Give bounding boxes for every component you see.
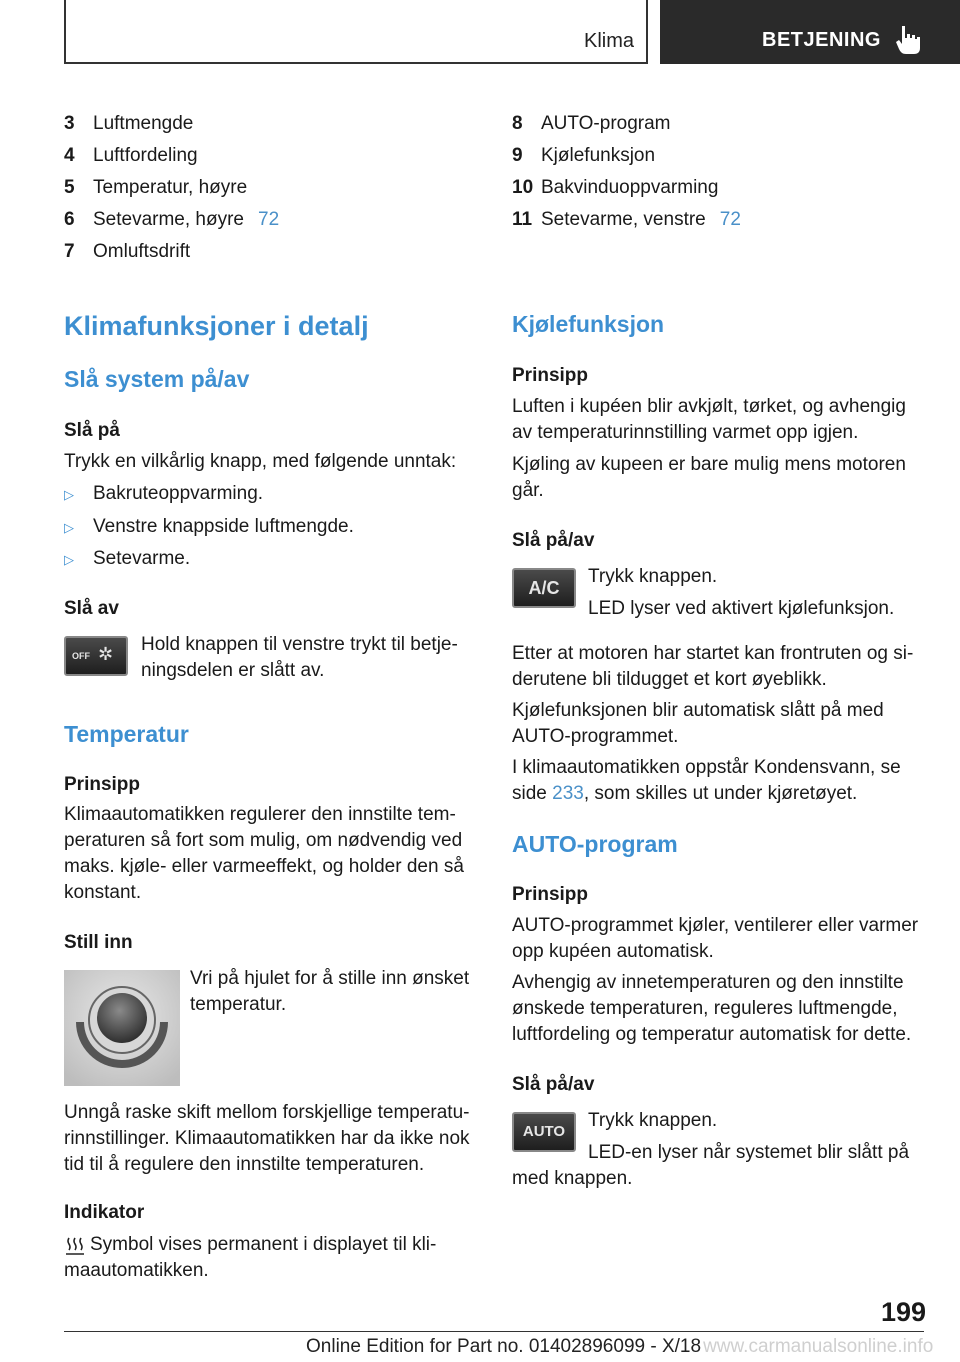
header-chapter-title: BETJENING (762, 29, 881, 51)
paragraph-line: tid til å regulere den innstilte temperaturen. (64, 1154, 425, 1175)
paragraph: Hold knappen til venstre trykt til betje- (141, 634, 458, 655)
page-ref-link[interactable]: 72 (258, 209, 280, 230)
paragraph-line: Etter at motoren har startet kan frontruten og si- (512, 643, 914, 664)
watermark: www.carmanualsonline.info (703, 1336, 934, 1357)
page-ref-link[interactable]: 233 (552, 783, 584, 804)
triangle-bullet-icon: ▷ (64, 520, 74, 535)
bullet-item: ▷ Venstre knappside luftmengde. (64, 514, 354, 541)
header-left-box (64, 0, 648, 64)
paragraph-line: peraturen så fort som mulig, om nødvendig ved (64, 830, 463, 851)
paragraph-line: maautomatikken. (64, 1260, 209, 1281)
paragraph-line: Trykk knappen. (588, 1110, 718, 1131)
heading-sla-pa-av: Slå på/av (512, 1074, 595, 1095)
list-item: 10 Bakvinduoppvarming (512, 177, 719, 198)
paragraph: Trykk en vilkårlig knapp, med følgende unntak: (64, 451, 457, 472)
temperature-wheel-image (64, 970, 180, 1086)
footer-edition: Online Edition for Part no. 01402896099 - X/18 www.carmanualsonline.info (306, 1336, 934, 1357)
paragraph-line: Avhengig av innetemperaturen og den innstilte (512, 972, 904, 993)
list-item: 3 Luftmengde (64, 113, 194, 134)
paragraph-line: AUTO-programmet. (512, 726, 679, 747)
list-item: 8 AUTO-program (512, 113, 671, 134)
paragraph-line: konstant. (64, 882, 142, 903)
page-ref-link[interactable]: 72 (719, 209, 741, 230)
list-item: 6 Setevarme, høyre 72 (64, 209, 280, 230)
header-chapter-tab (660, 0, 960, 64)
paragraph: ningsdelen er slått av. (141, 660, 325, 681)
paragraph-line: temperatur. (190, 994, 287, 1015)
pointing-hand-icon (894, 24, 924, 56)
heading-indikator: Indikator (64, 1202, 145, 1223)
heading-prinsipp: Prinsipp (512, 365, 589, 386)
paragraph-line: Klimaautomatikken regulerer den innstilte tem- (64, 804, 456, 825)
bullet-item: ▷ Bakruteoppvarming. (64, 481, 263, 508)
triangle-bullet-icon: ▷ (64, 552, 74, 567)
list-item: 11 Setevarme, venstre 72 (512, 209, 741, 230)
paragraph-line: Vri på hjulet for å stille inn ønsket (190, 968, 470, 989)
heading-sla-pa-av: Slå på/av (512, 530, 595, 551)
off-fan-button-image (64, 636, 128, 676)
paragraph-line: Symbol vises permanent i displayet til kli- (90, 1234, 437, 1255)
paragraph-line: maks. kjøle- eller varmeeffekt, og holder den så (64, 856, 464, 877)
list-item: 5 Temperatur, høyre (64, 177, 248, 198)
list-item: 9 Kjølefunksjon (512, 145, 656, 166)
numbered-list-left (64, 111, 464, 271)
heading-auto-program: AUTO-program (512, 831, 678, 857)
paragraph-line: Unngå raske skift mellom forskjellige temperatu- (64, 1102, 470, 1123)
heading-prinsipp: Prinsipp (64, 774, 141, 795)
paragraph-line: av temperaturinnstilling varmet opp igjen. (512, 422, 859, 443)
paragraph-line: ønskede temperaturen, reguleres luftmengde, (512, 998, 898, 1019)
heading-sla-pa: Slå på (64, 420, 120, 441)
heading-kjolefunksjon: Kjølefunksjon (512, 311, 665, 337)
bullet-item: ▷ Setevarme. (64, 546, 190, 573)
paragraph-line: AUTO-programmet kjøler, ventilerer eller varmer (512, 915, 919, 936)
auto-button-image: AUTO (512, 1112, 576, 1152)
paragraph-line: LED lyser ved aktivert kjølefunksjon. (588, 598, 895, 619)
heading-sla-system: Slå system på/av (64, 366, 250, 392)
paragraph-line: Kjøling av kupeen er bare mulig mens motoren (512, 454, 906, 475)
heading-sla-av: Slå av (64, 598, 119, 619)
paragraph-line: går. (512, 480, 544, 501)
heading-klimafunksjoner: Klimafunksjoner i detalj (64, 311, 369, 341)
paragraph-line: luftfordeling og temperatur automatisk for dette. (512, 1024, 912, 1045)
paragraph-line: Trykk knappen. (588, 566, 718, 587)
paragraph-line: opp kupéen automatisk. (512, 941, 714, 962)
paragraph-line: LED-en lyser når systemet blir slått på (588, 1142, 910, 1163)
paragraph-line: Luften i kupéen blir avkjølt, tørket, og avhengig (512, 396, 906, 417)
paragraph-line: med knappen. (512, 1168, 633, 1189)
ac-button-image: A/C (512, 568, 576, 608)
paragraph-line: Kjølefunksjonen blir automatisk slått på med (512, 700, 884, 721)
list-item: 4 Luftfordeling (64, 145, 198, 166)
climate-indicator-icon (65, 1236, 85, 1256)
page-number: 199 (880, 1297, 926, 1327)
header-section-title: Klima (583, 30, 634, 52)
footer-divider (64, 1331, 924, 1332)
paragraph-line: derutene bli tildugget et kort øyeblikk. (512, 669, 827, 690)
numbered-list-right (512, 111, 932, 239)
list-item: 7 Omluftsdrift (64, 241, 191, 262)
triangle-bullet-icon: ▷ (64, 487, 74, 502)
fan-icon: ✲ (98, 644, 114, 664)
paragraph-line: side 233, som skilles ut under kjøretøyet. (512, 783, 858, 804)
off-label: OFF (72, 651, 90, 661)
heading-prinsipp: Prinsipp (512, 884, 589, 905)
paragraph-line: rinnstillinger. Klimaautomatikken har da ikke nok (64, 1128, 470, 1149)
heading-still-inn: Still inn (64, 932, 133, 953)
paragraph-line: I klimaautomatikken oppstår Kondensvann, se (512, 757, 901, 778)
heading-temperatur: Temperatur (64, 721, 189, 747)
